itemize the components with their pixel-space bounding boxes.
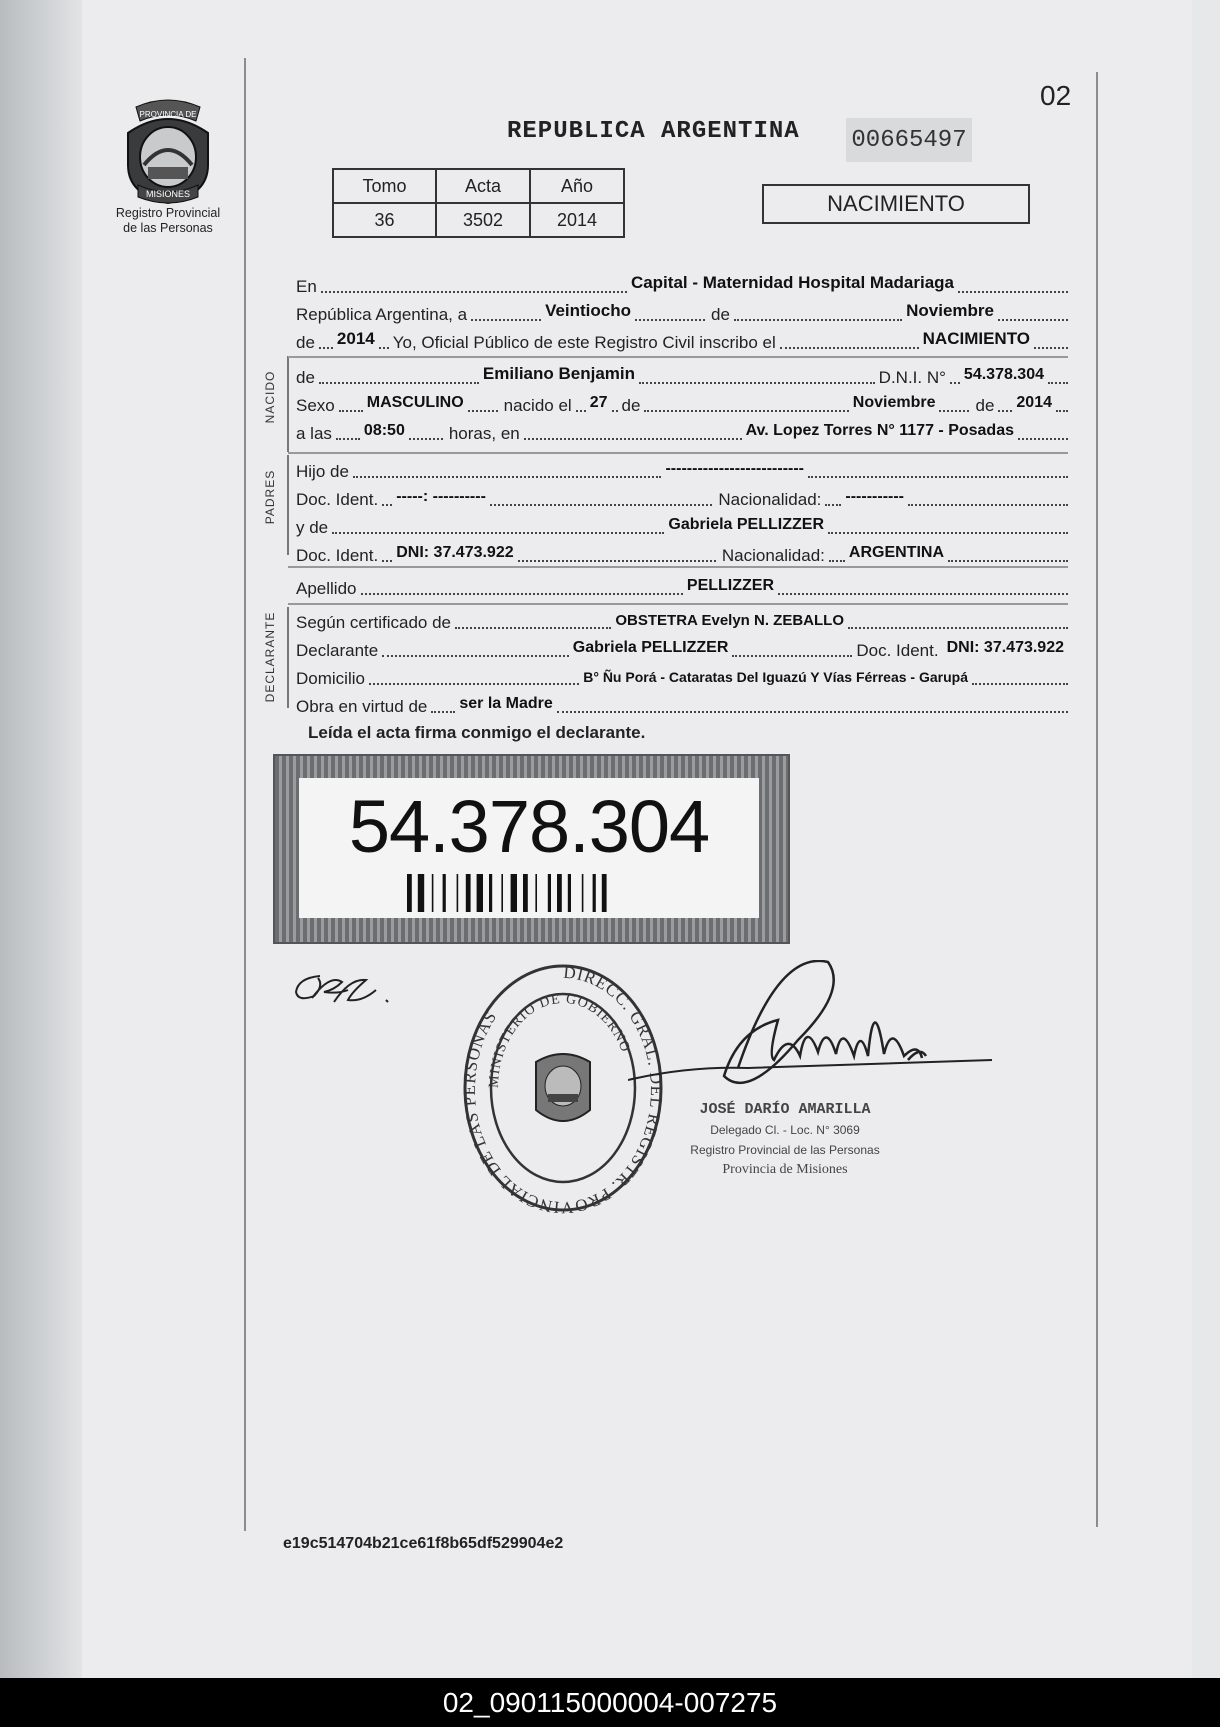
divider <box>288 603 1068 605</box>
dots <box>734 315 902 321</box>
row-nacido-time <box>296 420 1068 444</box>
barcode-bar <box>602 874 607 912</box>
dots <box>332 528 664 534</box>
label-segun-certificado: Según certificado de <box>296 613 451 632</box>
row-nacido-birth <box>296 392 1068 416</box>
dots <box>644 406 848 412</box>
row-padre-doc <box>296 486 1068 510</box>
barcode-bar <box>557 874 562 912</box>
value-birth-time: 08:50 <box>363 422 405 439</box>
label-oficial: Yo, Oficial Público de este Registro Civil inscribo el <box>392 333 776 352</box>
value-father-nat: ----------- <box>845 488 904 505</box>
label-doc-ident: Doc. Ident. <box>296 546 379 565</box>
row-nacido-name <box>296 364 1068 388</box>
value-child-name: Emiliano Benjamin <box>482 364 636 383</box>
divider <box>288 452 1068 454</box>
label-horas-en: horas, en <box>448 424 520 443</box>
dots <box>490 500 712 506</box>
dots <box>339 406 363 412</box>
barcode-bar <box>548 874 551 912</box>
dots <box>382 500 392 506</box>
row-certificado <box>296 609 1068 633</box>
emblem-bottom-text: MISIONES <box>145 189 191 199</box>
dots <box>319 343 333 349</box>
value-place: Capital - Maternidad Hospital Madariaga <box>630 273 954 292</box>
dots <box>732 651 852 657</box>
value-child-dni: 54.378.304 <box>963 366 1044 383</box>
dots <box>948 556 1068 562</box>
dots <box>471 315 541 321</box>
label-doc-ident: Doc. Ident. <box>296 490 379 509</box>
dots <box>635 315 705 321</box>
label-de: de <box>621 396 641 415</box>
dots <box>524 434 742 440</box>
label-de: de <box>711 305 730 324</box>
value-father: -------------------------- <box>665 460 804 477</box>
label-hijo-de: Hijo de <box>296 462 349 481</box>
value-mother: Gabriela PELLIZZER <box>668 516 824 533</box>
barcode-bar <box>407 874 412 912</box>
dots <box>998 315 1068 321</box>
label-en: En <box>296 277 317 296</box>
officer-name: JOSÉ DARÍO AMARILLA <box>699 1101 871 1118</box>
row-obra <box>296 693 1068 717</box>
value-mother-nat: ARGENTINA <box>848 544 944 561</box>
label-sexo: Sexo <box>296 396 335 415</box>
dots <box>361 589 683 595</box>
closing-statement: Leída el acta firma conmigo el declarante. <box>308 723 646 742</box>
value-birth-month: Noviembre <box>852 394 936 411</box>
official-signature <box>628 960 998 1120</box>
dots <box>639 378 875 384</box>
row-domicilio <box>296 665 1068 689</box>
row-padre <box>296 458 1068 482</box>
barcode-bar <box>418 874 424 912</box>
divider <box>288 566 1068 568</box>
country-title: REPUBLICA ARGENTINA <box>507 118 800 145</box>
row-date <box>296 301 1068 325</box>
dots <box>808 472 1068 478</box>
label-de: de <box>296 333 315 352</box>
label-domicilio: Domicilio <box>296 669 365 688</box>
value-domicilio: B° Ñu Porá - Cataratas Del Iguazú Y Vías Férreas - Garupá <box>583 669 968 685</box>
scan-edge-shadow <box>0 0 82 1678</box>
registry-line-1: Registro Provincial <box>115 206 221 220</box>
value-mother-doc: DNI: 37.473.922 <box>396 544 514 561</box>
barcode-bar <box>466 874 471 912</box>
value-day-words: Veintiocho <box>545 301 632 320</box>
dots <box>379 343 389 349</box>
barcode-bar <box>477 874 483 912</box>
barcode-bar <box>443 874 446 912</box>
seal-inner-text: MINISTERIO DE GOBIERNO <box>486 991 633 1089</box>
row-madre-doc <box>296 542 1068 566</box>
left-margin-line <box>244 58 246 1531</box>
dots <box>958 287 1068 293</box>
sticker-number: 54.378.304 <box>348 785 710 868</box>
file-id-bar <box>0 1678 1220 1727</box>
barcode-bar <box>457 874 459 912</box>
barcode-icon <box>405 874 655 912</box>
declarant-initials-signature <box>290 968 398 1010</box>
id-sticker <box>273 754 790 944</box>
label-dni: D.N.I. N° <box>878 368 946 387</box>
value-month: Noviembre <box>906 301 994 320</box>
sticker-panel <box>299 778 759 918</box>
value-record-type: NACIMIENTO <box>922 329 1030 348</box>
barcode-bar <box>432 874 434 912</box>
label-obra-en-virtud: Obra en virtud de <box>296 697 428 716</box>
label-y-de: y de <box>296 518 329 537</box>
section-bar-declarante <box>287 607 289 708</box>
section-bar-nacido <box>287 356 289 452</box>
record-table-value-ano: 2014 <box>530 203 624 237</box>
row-madre <box>296 514 1068 538</box>
page-number: 02 <box>1040 80 1072 111</box>
row-place <box>296 273 1068 297</box>
value-declarante: Gabriela PELLIZZER <box>572 639 729 656</box>
label-doc-ident: Doc. Ident. <box>856 641 939 660</box>
label-declarante: Declarante <box>296 641 379 660</box>
barcode-bar <box>501 874 503 912</box>
barcode-bar <box>535 874 537 912</box>
dots <box>972 679 1068 685</box>
dots <box>1034 343 1068 349</box>
section-label-nacido: NACIDO <box>263 370 277 424</box>
record-table <box>332 168 625 238</box>
record-type-box: NACIMIENTO <box>762 184 1030 224</box>
dots <box>455 623 611 629</box>
record-table-value-acta: 3502 <box>436 203 530 237</box>
dots <box>848 623 1068 629</box>
barcode-bar <box>489 874 492 912</box>
row-declarante <box>296 637 1068 661</box>
record-table-header-acta: Acta <box>436 169 530 203</box>
dots <box>908 500 1068 506</box>
dots <box>336 434 360 440</box>
value-sexo: MASCULINO <box>366 394 464 411</box>
barcode-bar <box>511 874 517 912</box>
dots <box>1018 434 1068 440</box>
dots <box>468 406 498 412</box>
row-year <box>296 329 1068 353</box>
value-certificado: OBSTETRA Evelyn N. ZEBALLO <box>615 612 844 629</box>
dots <box>319 378 479 384</box>
province-emblem-icon <box>118 95 218 205</box>
registry-caption <box>100 206 236 236</box>
dots <box>321 287 627 293</box>
officer-stamp <box>650 1100 920 1180</box>
dots <box>939 406 969 412</box>
dots <box>950 378 960 384</box>
dots <box>825 500 841 506</box>
officer-title: Delegado Cl. - Loc. N° 3069 <box>710 1123 860 1137</box>
file-id: 02_090115000004-007275 <box>442 1686 778 1718</box>
dots <box>518 556 716 562</box>
dots <box>353 472 662 478</box>
label-apellido: Apellido <box>296 579 357 598</box>
barcode-bar <box>523 874 528 912</box>
dots <box>998 406 1012 412</box>
seal-outer-text: DIRECC. GRAL. DEL REGISTR. PROVINCIAL DE LAS PERSONAS <box>459 962 666 1216</box>
section-bar-padres <box>287 455 289 555</box>
section-label-declarante: DECLARANTE <box>263 611 277 703</box>
value-father-doc: -----: ---------- <box>396 488 486 505</box>
dots <box>780 343 919 349</box>
label-nacionalidad: Nacionalidad: <box>718 490 822 509</box>
dots <box>557 707 1068 713</box>
record-table-value-tomo: 36 <box>333 203 436 237</box>
label-republic: República Argentina, a <box>296 305 468 324</box>
label-de: de <box>975 396 995 415</box>
emblem-top-text: PROVINCIA DE <box>139 110 197 119</box>
dots <box>828 528 1068 534</box>
dots <box>778 589 1068 595</box>
value-birth-year: 2014 <box>1016 394 1052 411</box>
dots <box>382 651 569 657</box>
value-apellido: PELLIZZER <box>686 577 774 594</box>
section-label-padres: PADRES <box>263 469 277 525</box>
value-obra: ser la Madre <box>459 695 553 712</box>
dots <box>1056 406 1068 412</box>
value-year: 2014 <box>336 329 375 348</box>
dots <box>382 556 392 562</box>
record-table-header-ano: Año <box>530 169 624 203</box>
divider <box>288 356 1068 358</box>
value-birth-day: 27 <box>589 394 608 411</box>
row-apellido <box>296 575 1068 599</box>
record-table-header-tomo: Tomo <box>333 169 436 203</box>
label-de: de <box>296 368 315 387</box>
dots <box>829 556 845 562</box>
dots <box>409 434 443 440</box>
value-declarante-doc: DNI: 37.473.922 <box>946 639 1064 656</box>
registry-line-2: de las Personas <box>123 221 213 235</box>
label-a-las: a las <box>296 424 332 443</box>
dots <box>576 406 586 412</box>
barcode-bar <box>582 874 584 912</box>
right-margin-line <box>1096 72 1098 1527</box>
label-nacido-el: nacido el <box>503 396 572 415</box>
barcode-bar <box>568 874 571 912</box>
value-birth-place: Av. Lopez Torres N° 1177 - Posadas <box>745 422 1014 439</box>
serial-number: 00665497 <box>846 118 972 162</box>
document-hash: e19c514704b21ce61f8b65df529904e2 <box>283 1535 564 1552</box>
label-nacionalidad: Nacionalidad: <box>721 546 825 565</box>
barcode-bar <box>593 874 596 912</box>
dots <box>369 679 579 685</box>
officer-registry: Registro Provincial de las Personas <box>690 1143 880 1157</box>
officer-province: Provincia de Misiones <box>722 1162 848 1177</box>
dots <box>431 707 455 713</box>
dots <box>1048 378 1068 384</box>
